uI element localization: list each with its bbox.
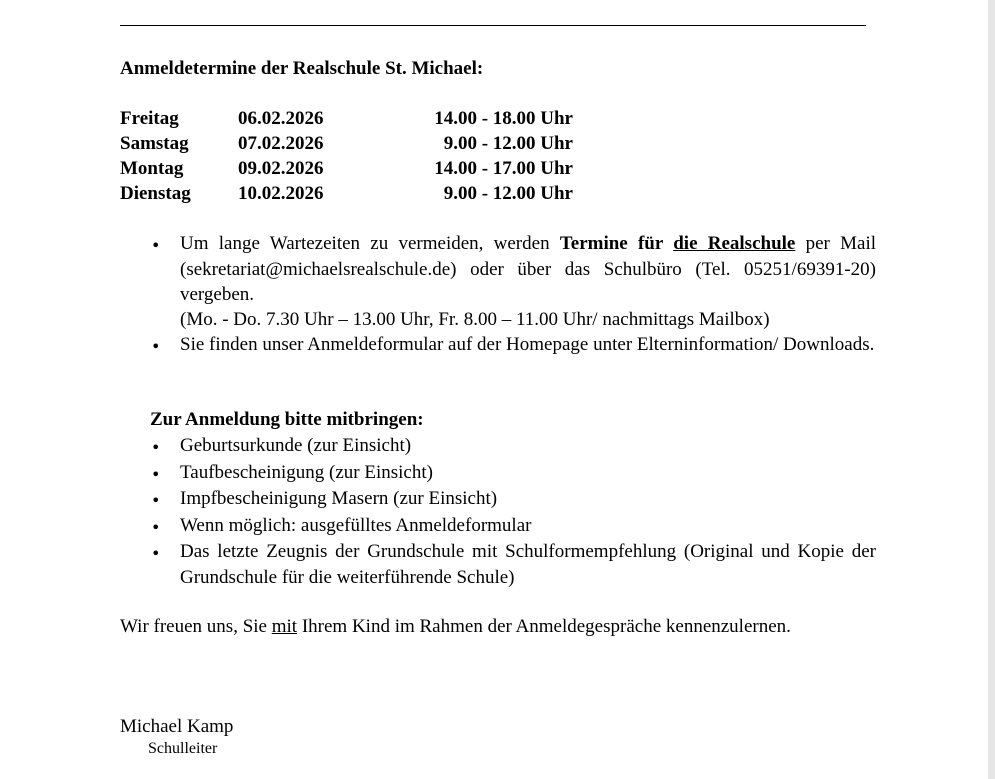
closing-underlined: mit	[271, 616, 298, 637]
info-bullet-appointments	[180, 231, 876, 308]
info-bullet-form: Sie finden unser Anmeldeformular auf der Homepage unter Elterninformation/ Downloads.	[180, 334, 875, 355]
list-item: Das letzte Zeugnis der Grundschule mit Schulformempfehlung (Original und Kopie der Grundschule für die weiterführende Schule)	[180, 541, 876, 588]
closing-text	[120, 614, 876, 640]
bullet-icon: •	[151, 465, 161, 484]
schedule-time: 9.00 - 12.00 Uhr	[443, 183, 573, 204]
signature-role: Schulleiter	[148, 740, 218, 757]
bullet-icon: •	[151, 491, 161, 510]
schedule-day: Freitag	[120, 108, 179, 129]
list-item: Wenn möglich: ausgefülltes Anmeldeformular	[180, 515, 532, 536]
bullet-icon: •	[151, 337, 161, 356]
info-bold: Termine für	[559, 233, 674, 254]
schedule-time: 9.00 - 12.00 Uhr	[443, 133, 573, 154]
schedule-date: 07.02.2026	[238, 133, 324, 154]
page-heading: Anmeldetermine der Realschule St. Michael:	[120, 58, 484, 79]
bullet-icon: •	[151, 518, 161, 537]
list-item: Impfbescheinigung Masern (zur Einsicht)	[180, 488, 498, 509]
schedule-time: 14.00 - 18.00 Uhr	[434, 108, 573, 129]
schedule-date: 10.02.2026	[238, 183, 324, 204]
schedule-time: 14.00 - 17.00 Uhr	[434, 158, 573, 179]
info-text: per Mail (sekretariat@michaelsrealschule.de) oder über das Schulbüro (Tel. 05251/69391-20) vergeben.	[180, 233, 877, 305]
closing-post: Ihrem Kind im Rahmen der Anmeldegespräche kennenzulernen.	[297, 616, 791, 637]
bullet-icon: •	[151, 544, 161, 563]
office-hours: (Mo. - Do. 7.30 Uhr – 13.00 Uhr, Fr. 8.00 – 11.00 Uhr/ nachmittags Mailbox)	[180, 309, 770, 330]
list-item: Geburtsurkunde (zur Einsicht)	[180, 435, 412, 456]
schedule-date: 09.02.2026	[238, 158, 324, 179]
separator-line	[120, 25, 866, 26]
signature-name: Michael Kamp	[120, 716, 234, 737]
info-text: Um lange Wartezeiten zu vermeiden, werden	[180, 233, 560, 254]
bullet-icon: •	[151, 236, 161, 255]
info-bold-underlined: die Realschule	[673, 233, 796, 254]
page-edge	[988, 0, 995, 779]
schedule-day: Montag	[120, 158, 184, 179]
schedule-day: Samstag	[120, 133, 189, 154]
list-item: Taufbescheinigung (zur Einsicht)	[180, 462, 433, 483]
closing-pre: Wir freuen uns, Sie	[120, 616, 272, 637]
bullet-icon: •	[151, 438, 161, 457]
schedule-day: Dienstag	[120, 183, 191, 204]
bring-title: Zur Anmeldung bitte mitbringen:	[150, 409, 424, 430]
schedule-date: 06.02.2026	[238, 108, 324, 129]
